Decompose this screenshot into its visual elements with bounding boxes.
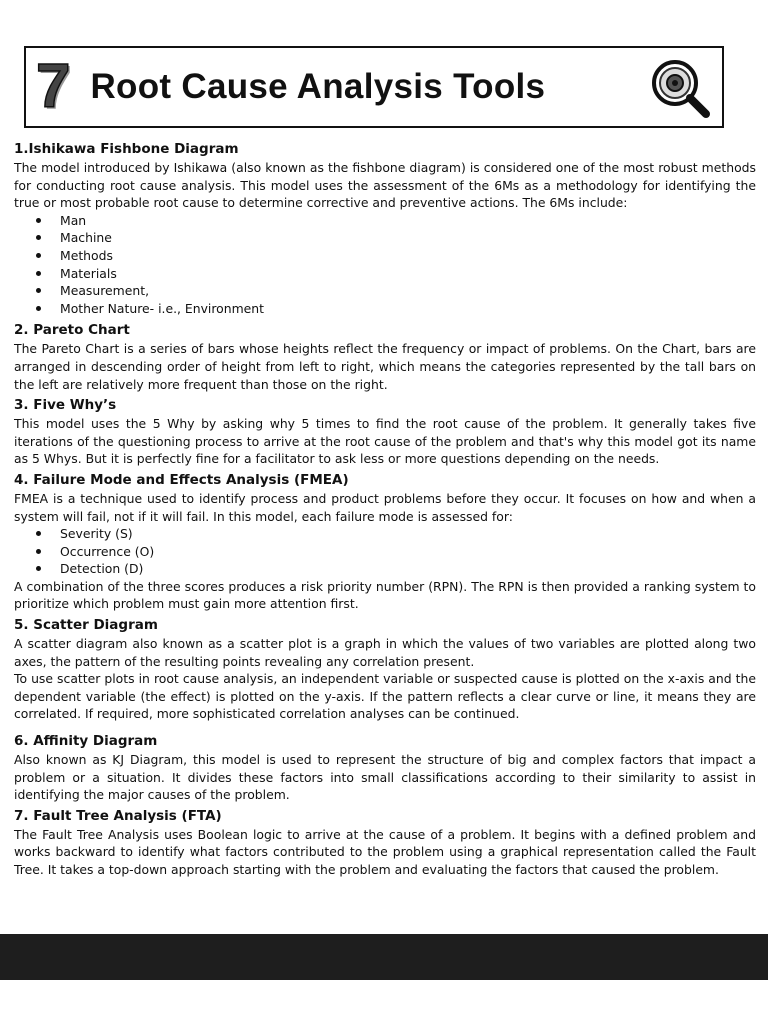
section-heading: 6. Affinity Diagram xyxy=(14,733,158,750)
list-item: Mother Nature- i.e., Environment xyxy=(36,300,756,318)
document-body xyxy=(14,140,756,879)
list-item: Detection (D) xyxy=(36,560,756,578)
footer-bar xyxy=(0,934,768,980)
section-text: The model introduced by Ishikawa (also known as the fishbone diagram) is considered one of the most robust methods for conducting root cause analysis. This model uses the assessment of the 6Ms as a methodology for identifying the true or most probable root cause to determine corrective and preventive actions. The 6Ms include: xyxy=(14,160,756,211)
list-item: Occurrence (O) xyxy=(36,543,756,561)
section-heading: 2. Pareto Chart xyxy=(14,322,130,339)
section-scatter xyxy=(14,616,756,723)
list-item: Man xyxy=(36,212,756,230)
list-item: Methods xyxy=(36,247,756,265)
section-heading: 4. Failure Mode and Effects Analysis (FMEA) xyxy=(14,471,349,488)
list-item: Machine xyxy=(36,229,756,247)
section-heading: 3. Five Why’s xyxy=(14,397,117,414)
section-text: A combination of the three scores produces a risk priority number (RPN). The RPN is then provided a ranking system to prioritize which problem must gain more attention first. xyxy=(14,578,756,612)
section-text: The Pareto Chart is a series of bars whose heights reflect the frequency or impact of problems. On the Chart, bars are arranged in descending order of height from left to right, which means the categories represented by the tall bars on the left are relatively more frequent than those on the right. xyxy=(14,341,756,392)
section-text: FMEA is a technique used to identify process and product problems before they occur. It focuses on how and when a system will fail, not if it will fail. In this model, each failure mode is assessed for: xyxy=(14,490,756,524)
section-affinity xyxy=(14,732,756,804)
fmea-criteria-list xyxy=(14,525,756,578)
section-five-whys xyxy=(14,396,756,468)
list-item: Measurement, xyxy=(36,282,756,300)
list-item: Materials xyxy=(36,265,756,283)
list-item: Severity (S) xyxy=(36,525,756,543)
section-fmea xyxy=(14,471,756,613)
section-text: Also known as KJ Diagram, this model is used to represent the structure of big and complex factors that impact a problem or a situation. It divides these factors into small classifications according to their similarity to assist in identifying the major causes of the problem. xyxy=(14,752,756,803)
section-heading: 1.Ishikawa Fishbone Diagram xyxy=(14,141,239,157)
title-banner xyxy=(24,46,724,128)
section-pareto xyxy=(14,321,756,393)
section-heading: 7. Fault Tree Analysis (FTA) xyxy=(14,807,222,824)
page-title: Root Cause Analysis Tools xyxy=(90,67,546,106)
section-text: A scatter diagram also known as a scatter plot is a graph in which the values of two variables are plotted along two axes, the pattern of the resulting points revealing any correlation present. xyxy=(14,636,756,669)
magnifier-icon xyxy=(648,56,714,122)
title-number: 7 xyxy=(36,52,71,121)
section-text: To use scatter plots in root cause analysis, an independent variable or suspected cause is plotted on the x-axis and the dependent variable (the effect) is plotted on the y-axis. If the pattern reflects a clear curve or line, it means they are correlated. If required, more sophisticated correlation analyses can be continued. xyxy=(14,671,756,722)
section-text: The Fault Tree Analysis uses Boolean logic to arrive at the cause of a problem. It begins with a defined problem and works backward to identify what factors contributed to the problem using a graphical representation called the Fault Tree. It takes a top-down approach starting with the problem and evaluating the factors that caused the problem. xyxy=(14,826,756,877)
six-ms-list xyxy=(14,212,756,318)
section-text: This model uses the 5 Why by asking why 5 times to find the root cause of the problem. It generally takes five iterations of the questioning process to arrive at the root cause of the problem and that's why this model got its name as 5 Whys. But it is perfectly fine for a facilitator to ask less or more questions depending on the needs. xyxy=(14,416,756,467)
section-ishikawa xyxy=(14,140,756,317)
section-heading: 5. Scatter Diagram xyxy=(14,617,158,634)
section-fault-tree xyxy=(14,807,756,879)
